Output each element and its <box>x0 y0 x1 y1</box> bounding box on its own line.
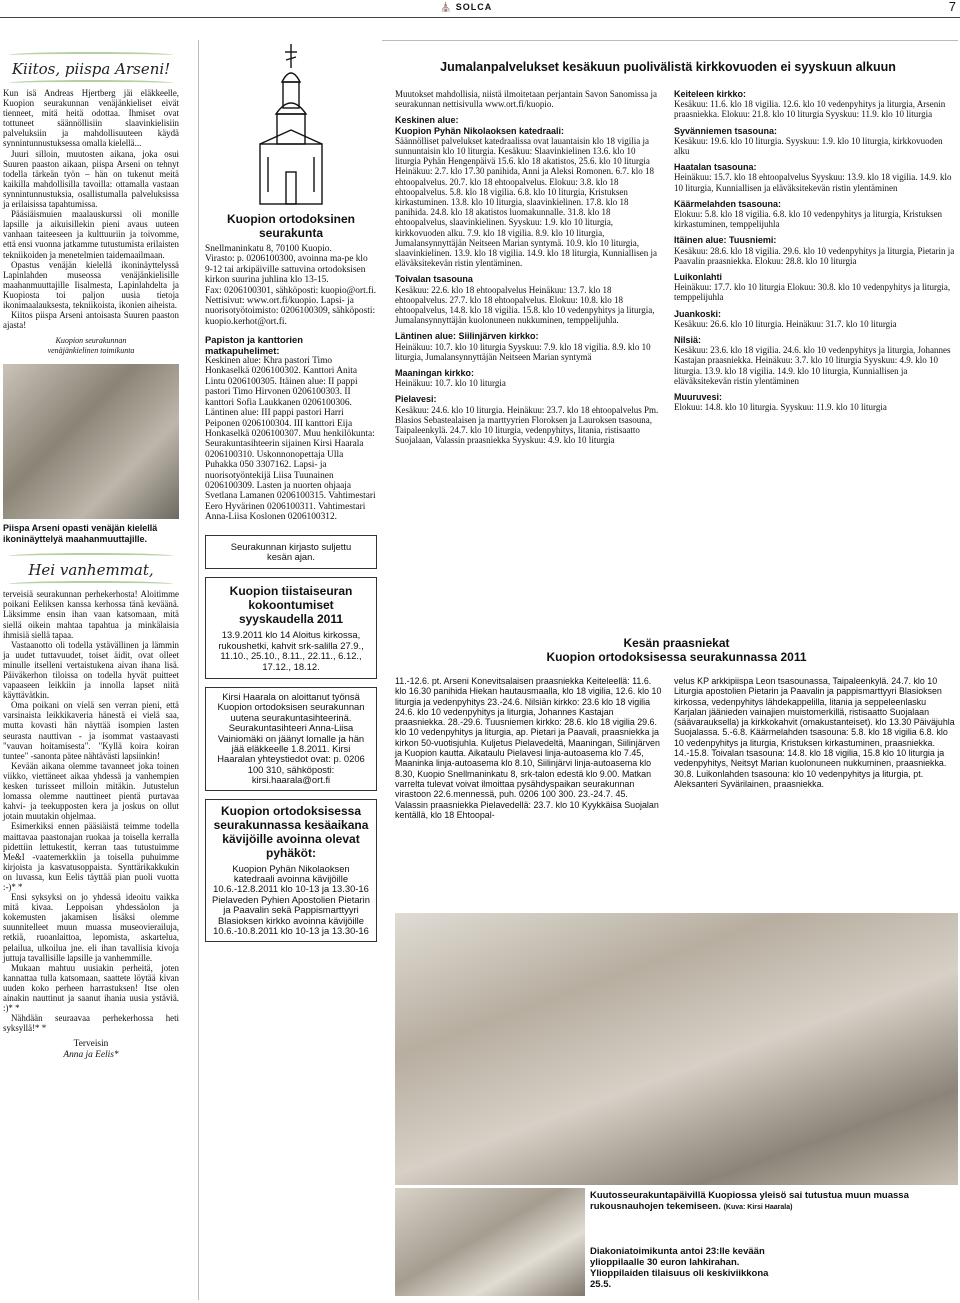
article1-title: Kiitos, piispa Arseni! <box>11 60 171 78</box>
graduates-photo <box>395 1188 585 1296</box>
box-title: Kuopion tiistaiseuran kokoontumiset syyskaudella 2011 <box>229 584 353 627</box>
header-logo: ⛪ SOLCA <box>440 2 493 12</box>
service-block <box>674 126 958 157</box>
service-block <box>395 331 663 362</box>
service-body: Heinäkuu: 17.7. klo 10 liturgia Elokuu: 30.8. klo 10 vedenpyhitys ja liturgia, temppelijuhla <box>674 282 951 303</box>
praasniekat-left: 11.-12.6. pt. Arseni Konevitsalaisen praasniekka Keiteleellä: 11.6. klo 16.30 panihida Hiekan hautausmaalla, klo 18 vigilia, 12.6. klo 10 liturgia ja vedenpyhitys 23.-24.6. Nilsiän kirkko: 23.6 klo 18 vigilia 24.6. klo 10 vedenpyhitys ja liturgia, Johannes Kastajan praasniekka. 28.-29.6. Tuusniemen kirkko: 28.6. klo 18 vigilia 29.6. klo 10 vedenpyhitys ja liturgia, ap. Pietari ja Paavali, praasniekka ja kirkon 50-vuotisjuhla. Kuljetus Pielavedeltä, Maaningan, Siilinjärven ja Kuopion kautta. Aikataulu Pielavesi linja-autoasema klo 7.45, Maaninka linja-autoasema klo 8.10, Siilinjärvi linja-autoasema klo 8.30, Kuopio Snellmaninkatu 8, srk-talon edestä klo 9.00. Matkan varrelta tulevat voivat ilmoittaa pysähdyspaikan seurakunnan virastoon 22.6.mennessä, puh. 0206 100 300. 23.-24.7. 45. Valassin praasniekka Pielavedellä: 23.7. klo 10 Kyykkäisa Suojalan kentällä, klo 18 Ehtoopal- <box>395 676 662 820</box>
left-column <box>3 50 179 1060</box>
service-body: Heinäkuu: 10.7. klo 10 liturgia Syyskuu: 7.9. klo 18 vigilia. 8.9. klo 10 liturgia, Jumalansynnyttäjän Neitseen Marian syntymä <box>395 341 651 362</box>
church-icon <box>205 42 377 212</box>
box-body: Kuopion Pyhän Nikolaoksen katedraali avoinna kävijöille 10.6.-12.8.2011 klo 10-13 ja 13.30-16 Pielaveden Pyhien Apostolien Pietarin ja Paavalin sekä Pappismarttyyri Blasioksen kirkko avoinna kävijöille 10.6.-10.8.2011 klo 10-13 ja 13.30-16 <box>212 862 370 937</box>
staff-title: Papiston ja kanttorien matkapuhelimet: <box>205 334 303 356</box>
photo2-caption <box>590 1190 958 1213</box>
service-heading: Maaningan kirkko: <box>395 368 475 379</box>
ornament-bottom <box>9 80 173 86</box>
paragraph: Juuri silloin, muutosten aikana, joka osui Suuren paaston aikaan, piispa Arseni on tehnyt todella tärkeän työn – hän on tukenut meitä kaikilla mahdollisilla tavoilla: ottamalla vastaan synnintunnustuksia, osallistumalla palveluksissa ja erilaisissa tapahtumissa. <box>3 148 179 210</box>
service-heading: Kuopion Pyhän Nikolaoksen katedraali: <box>395 125 565 136</box>
service-body: Heinäkuu: 10.7. klo 10 liturgia <box>395 378 506 389</box>
ornament-top <box>9 52 173 58</box>
paragraph: Pääsiäismuien maalauskurssi oli monille lapsille ja aikuisillekin pieni avaus uuteen vanhaan taiteeseen ja kulttuuriin ja toivomme, että ensi vuonna jatkamme tutustumista erilaisten tekniikoiden ja menetelmien taidemaailmaan. <box>3 209 179 260</box>
title-line: Kesän praasniekat <box>623 636 730 650</box>
signature-line: Kuopion seurakunnan <box>55 336 127 346</box>
service-block <box>395 115 663 125</box>
service-block <box>674 272 958 303</box>
secretary-box: Kirsi Haarala on aloittanut työnsä Kuopion ortodoksisen seurakunnan uutena seurakuntasihteerinä. Seurakuntasihteeri Anna-Liisa Vainiomäki on jäänyt lomalle ja hän jää eläkkeelle 1.8.2011. Kirsi Haaralan yhteystiedot ovat: p. 0206 100 310, sähköposti: kirsi.haarala@ort.fi <box>205 687 377 791</box>
service-block <box>395 274 663 325</box>
header-rule <box>0 17 960 18</box>
praasniekat-title <box>395 636 958 664</box>
paragraph: Oma poikani on vielä sen verran pieni, että varsinaista leikkikaveria hänestä ei vielä saa, mutta kovasti hän näyttää isompien lasten seurasta nauttivan - ja isommat vastaavasti "vauvan hoitamisesta". "Kyllä koira koiran tuntee" -sanonta pätee nähtävästi lapsiinkin! <box>3 700 179 761</box>
service-heading: Juankoski: <box>674 308 722 319</box>
churches-open-box <box>205 799 377 942</box>
services-intro: Muutokset mahdollisia, niistä ilmoitetaan perjantain Savon Sanomissa ja seurakunnan nettisivulla www.ort.fi/kuopio. <box>395 89 657 110</box>
service-body: Elokuu: 14.8. klo 10 liturgia. Syyskuu: 11.9. klo 10 liturgia <box>674 402 887 413</box>
service-body: Kesäkuu: 24.6. klo 10 liturgia. Heinäkuu: 23.7. klo 18 ehtoopalvelus Pm. Blasios Sebastealaisen ja marttyyrien Floroksen ja Lauroksen tsasouna, Taipaleenkylä. 24.7. klo 10 liturgia, vedenpyhitys, litania, ristisaatto Suojalaan, Valassin praasniekka Syyskuu: 4.9. klo 10 liturgia <box>395 404 659 446</box>
service-body: Kesäkuu: 28.6. klo 18 vigilia. 29.6. klo 10 vedenpyhitys ja liturgia, Pietarin ja Paavalin praasniekka. Elokuu: 28.8. klo 10 liturgia <box>674 245 955 266</box>
ornament-bottom <box>9 581 173 587</box>
article1-signature <box>3 336 179 356</box>
section-rule <box>382 40 958 41</box>
signature-line: Anna ja Eelis* <box>63 1049 119 1060</box>
service-body: Kesäkuu: 23.6. klo 18 vigilia. 24.6. klo 10 vedenpyhitys ja liturgia, Johannes Kastajan praasniekka. Heinäkuu: 3.7. klo 10 liturgia Syyskuu: 4.9. klo 10 liturgia. 13.9. klo 18 vigilia. 14.9. klo 10 liturgia, Kunniallisen ja eläväksitekevän ristin ylentäminen <box>674 345 951 386</box>
signature-line: Terveisin <box>73 1039 109 1050</box>
service-heading: Haatalan tsasouna: <box>674 162 757 173</box>
paragraph: Kun isä Andreas Hjertberg jäi eläkkeelle, Kuopion seurakunnan venäjänkieliset eivät tienneet, mitä heitä odottaa. Ihmiset ovat tottuneet säännöllisiin slaavinkielisiin palveluksiin ja mahdollisuuteen käydä synnintunnustuksessa omalla kielellä... <box>3 88 179 149</box>
article2-signature <box>3 1039 179 1060</box>
photo3-caption: Diakoniatoimikunta antoi 23:lle kevään ylioppilaalle 30 euron lahkirahan. Ylioppilaiden tilaisuus oli keskiviikkona 25.5. <box>590 1246 769 1290</box>
service-block <box>674 392 958 412</box>
tiistaiseura-box <box>205 577 377 679</box>
service-heading: Luikonlahti <box>674 272 722 283</box>
service-body: Kesäkuu: 19.6. klo 10 liturgia. Syyskuu: 1.9. klo 10 liturgia, kirkkovuoden alku <box>674 135 943 157</box>
paragraph: Kevään aikana olemme tavanneet joka toinen viikko, viettäneet aikaa yhdessä ja vanhempien kesken turisseet milloin mitäkin. Jutustelun lomassa olemme nauttineet pientä purtavaa kahvi- ja teekupposten kera ja joskus on ollut jotain muutakin ohjelmaa. <box>3 760 179 822</box>
paragraph: Ensi syksyksi on jo yhdessä ideoitu vaikka mitä kivaa. Leppoisan yhdessäolon ja kokemusten jakamisen lisäksi olemme suunnitelleet muun muassa museovierailuja, retkiä, ruoanlaittoa, lepomista, askartelua, pelailua, ulkoilua jne. eli ihan tavallisia kivoja juttuja tavallisille lapsille ja vanhemmille. <box>3 892 179 963</box>
service-heading: Muuruvesi: <box>674 392 723 403</box>
staff-info: Keskinen alue: Khra pastori Timo Honkaselkä 0206100302. Kanttori Anita Lintu 0206100305. Itäinen alue: II pappi pastori Timo Hirvonen 0206100303. II kanttori Sofia Laukkanen 0206100306. Läntinen alue: III pappi pastori Harri Peiponen 0206100304. III kanttori Eija Honkaselkä 0206100307. Muu henkilökunta: Seurakuntasihteerin sijainen Kirsi Haarala 0206100310. Uskonnonopettaja Ulla Puhakka 050 3307162. Lapsi- ja nuorisotyöntekijä Liisa Tuunainen 0206100309. Lasten ja nuorten ohjaaja Svetlana Lamanen 0206100315. Vahtimestari Eero Hyvärinen 0206100311. Vahtimestari Anna-Liisa Koslonen 0206100312. <box>205 356 376 523</box>
service-heading: Pielavesi: <box>395 394 437 405</box>
service-body: Kesäkuu: 26.6. klo 10 liturgia. Heinäkuu: 31.7. klo 10 liturgia <box>674 318 897 329</box>
service-block <box>395 394 663 445</box>
service-body: Heinäkuu: 15.7. klo 18 ehtoopalvelus Syyskuu: 13.9. klo 18 vigilia. 14.9. klo 10 liturgia, Kunniallisen ja eläväksitekevän ristin ylentäminen <box>674 172 952 193</box>
photo1-caption: Piispa Arseni opasti venäjän kielellä ikoninäyttelyä maahanmuuttajille. <box>3 523 158 545</box>
service-heading: Syvänniemen tsasouna: <box>674 125 778 136</box>
photo-credit: (Kuva: Kirsi Haarala) <box>723 1204 793 1211</box>
service-heading: Nilsiä: <box>674 335 702 346</box>
service-block <box>674 335 958 386</box>
parish-info <box>205 244 377 327</box>
service-body: Kesäkuu: 22.6. klo 18 ehtoopalvelus Heinäkuu: 13.7. klo 18 ehtoopalvelus. 27.7. klo 18 ehtoopalvelus. Elokuu: 10.8. klo 18 ehtoopalvelus, 14.8. klo 18 vigilia. 15.8. klo 10 vedenpyhitys ja liturgia, Jumalansynnyttäjän kuolonuneen nukkuminen, temppelijuhla. <box>395 284 655 326</box>
paragraph: Nähdään seuraavaa perhekerhossa heti syksyllä!* * <box>3 1013 179 1034</box>
service-body: Elokuu: 5.8. klo 18 vigilia. 6.8. klo 10 vedenpyhitys ja liturgia, Kristuksen kirkastuminen, temppelijuhla <box>674 209 943 230</box>
library-notice: Seurakunnan kirjasto suljettu kesän ajan. <box>205 535 377 570</box>
article2-title: Hei vanhemmat, <box>28 561 154 580</box>
service-heading: Toivalan tsasouna <box>395 274 473 285</box>
service-heading: Keiteleen kirkko: <box>674 89 747 99</box>
paragraph: Opastus venäjän kielellä ikoninäyttelyssä Lapinlahden museossa venäjänkielisille maahanmuuttajille Iisalmesta, Lapinlahdelta ja Kuopiosta toi paljon uusia tietoja ikonimaalauksesta, tekniikoista, ikonien aiheista. <box>3 259 179 310</box>
service-body: Säännölliset palvelukset katedraalissa ovat lauantaisin klo 18 vigilia ja sunnuntaisin klo 10 liturgia. Kesäkuu: Slaavinkielinen 13.6. klo 10 liturgia Pyhän Hengenpäivä 15.6. klo 18 akatistos, 25.6. klo 10 liturgia Heinäkuu: 2.7. klo 17.30 panihida, Anni ja Aleksi Romonen. 6.7. klo 18 ehtoopalvelus. 20.7. klo 18 ehtoopalvelus. Elokuu: 3.8. klo 18 ehtoopalvelus. 5.8. klo 18 vigilia. 6.8. klo 10 liturgia, Kristuksen kirkastuminen. 13.8. klo 10 liturgia, slaavinkielinen. 17.8. klo 18 panihida. 24.8. klo 18 akatistos luomakunnalle. 31.8. klo 18 ehtoopalvelus, slaavinkielinen. Syyskuu: 1.9. klo 10 liturgia, kirkkovuoden alku. 7.9. klo 18 vigilia. 8.9. klo 10 liturgia, Jumalansynnyttäjän Neitseen Marian syntymä. 10.9. klo 10 liturgia, slaavinkielinen. 13.9. klo 18 vigilia. 14.9. klo 18 liturgia, Kunniallisen ja eläväksitekevän ristin ylentäminen. <box>395 135 658 269</box>
paragraph: Snellmaninkatu 8, 70100 Kuopio. <box>205 244 332 254</box>
service-heading: Keskinen alue: <box>395 115 459 126</box>
service-block <box>674 89 958 120</box>
article2-body <box>3 589 179 1033</box>
paragraph: Esimerkiksi ennen pääsiäistä teimme todella maittavaa paastonajan ruokaa ja toisella kerralla pidettiin lettukestit, kerran taas tutustuimme Me&I -vaatemerkkiin ja toisella puhuimme kirjoista ja kasvatusoppaista. Synttärikakkukin on luvassa, kun Eelis täyttää pian puoli vuotta :-)* * <box>3 821 179 892</box>
info-column <box>205 42 377 942</box>
paragraph: Mukaan mahtuu uusiakin perheitä, joten kannattaa tulla katsomaan, saattete löytää kivan uuden koko perheen harrastuksen! Itse olen ainakin nauttinut ja saanut ihania uusia ystäviä. :)* * <box>3 962 179 1014</box>
services-column-left <box>395 89 663 446</box>
service-block <box>674 199 958 230</box>
rosary-workshop-photo <box>395 913 958 1185</box>
paragraph: terveisiä seurakunnan perhekerhosta! Aloitimme poikani Eeliksen kanssa kerhossa tänä keväänä. Läksimme ensin ihan vaan katsomaan, mitä siellä oikein mahtaa tapahtua ja minkälaisia ihmisiä siellä tapaa. <box>3 589 179 640</box>
box-title: Kuopion ortodoksisessa seurakunnassa kesäaikana kävijöille avoinna olevat pyhäköt: <box>213 803 369 860</box>
parish-title: Kuopion ortodoksinen seurakunta <box>227 212 355 240</box>
signature-line: venäjänkielinen toimikunta <box>47 346 135 356</box>
column-divider <box>198 40 199 1300</box>
page-number: 7 <box>948 0 956 14</box>
service-block <box>395 368 663 388</box>
bishop-photo <box>3 364 179 519</box>
service-heading: Läntinen alue: Siilinjärven kirkko: <box>395 331 539 342</box>
paragraph: Vastaanotto oli todella ystävällinen ja lämmin ja uudet tuttavuudet, toiset äidit, ovat olleet minulle itselleni vertaistukena aivan ihana lisä. Päiväkerhon tiloissa on todella hyvät puitteet vapaaseen leikkiin ja innolla lapset niitä käyttävätkin. <box>3 639 179 701</box>
caption-text: Kuutosseurakuntapäivillä Kuopiossa yleisö sai tutustua muun muassa rukousnauhojen tekemiseen. <box>590 1190 909 1212</box>
service-block <box>674 235 958 266</box>
praasniekat-right: velus KP arkkipiispa Leon tsasounassa, Taipaleenkylä. 24.7. klo 10 Liturgia apostolien Pietarin ja Paavalin ja pappismarttyyri Blasioksen kirkossa, vedenpyhitys lähdekappelilla, litania ja seppeleenlasku Karjalan jäänieden vainajien muistomerkillä, ristisaatto Suojalaan (säävarauksella) ja kirkkokahvit (omakustanteiset). klo 13.30 Päiväjuhla Suojalassa. 5.-6.8. Käärmelahden tsasouna: 5.8. klo 18 vigilia 6.8. klo 10 vedenpyhitys ja liturgia, Kristuksen kirkastuminen, praasniekka. 14.-15.8. Toivalan tsasouna: 14.8. klo 18 vigilia, 15.8 klo 10 liturgia ja vedenpyhitys, Neitsyt Marian kuolonuneen nukkuminen, praasniekka. 30.8. Luikonlahden tsasouna: klo 10 vedenpyhitys ja liturgia, pt. Aleksanteri Syvärilainen, praasniekka. <box>674 676 955 789</box>
ornament-top <box>9 553 173 559</box>
service-block <box>674 309 958 329</box>
box-body: 13.9.2011 klo 14 Aloitus kirkossa, rukoushetki, kahvit srk-salilla 27.9., 11.10., 25.10., 8.11., 22.11., 6.12., 17.12., 18.12. <box>218 629 364 672</box>
title-line: Kuopion ortodoksisessa seurakunnassa 2011 <box>546 650 807 664</box>
service-heading: Käärmelahden tsasouna: <box>674 198 782 209</box>
paragraph: Kiitos piispa Arseni antoisasta Suuren paaston ajasta! <box>3 310 179 331</box>
article1-body <box>3 88 179 330</box>
services-column-right <box>674 89 958 412</box>
service-body: Kesäkuu: 11.6. klo 18 vigilia. 12.6. klo 10 vedenpyhitys ja liturgia, Arsenin praasniekka. Elokuu: 21.8. klo 10 liturgia Syyskuu: 11.9. klo 10 liturgia <box>674 99 946 120</box>
service-block <box>395 126 663 269</box>
paragraph: Fax: 0206100301, sähköposti: kuopio@ort.fi. Nettisivut: www.ort.fi/kuopio. Lapsi- ja nuorisotyötoimisto: 0206100309, sähköposti: kuopio.kerhot@ort.fi. <box>205 285 377 327</box>
service-heading: Itäinen alue: Tuusniemi: <box>674 235 777 246</box>
paragraph: Virasto: p. 0206100300, avoinna ma-pe klo 9-12 tai arkipäiville sattuvina ortodoksisen kirkon suurina juhlina klo 13-15. <box>205 254 368 286</box>
services-title: Jumalanpalvelukset kesäkuun puolivälistä kirkkovuoden ei syyskuun alkuun <box>440 60 896 74</box>
service-block <box>674 162 958 193</box>
